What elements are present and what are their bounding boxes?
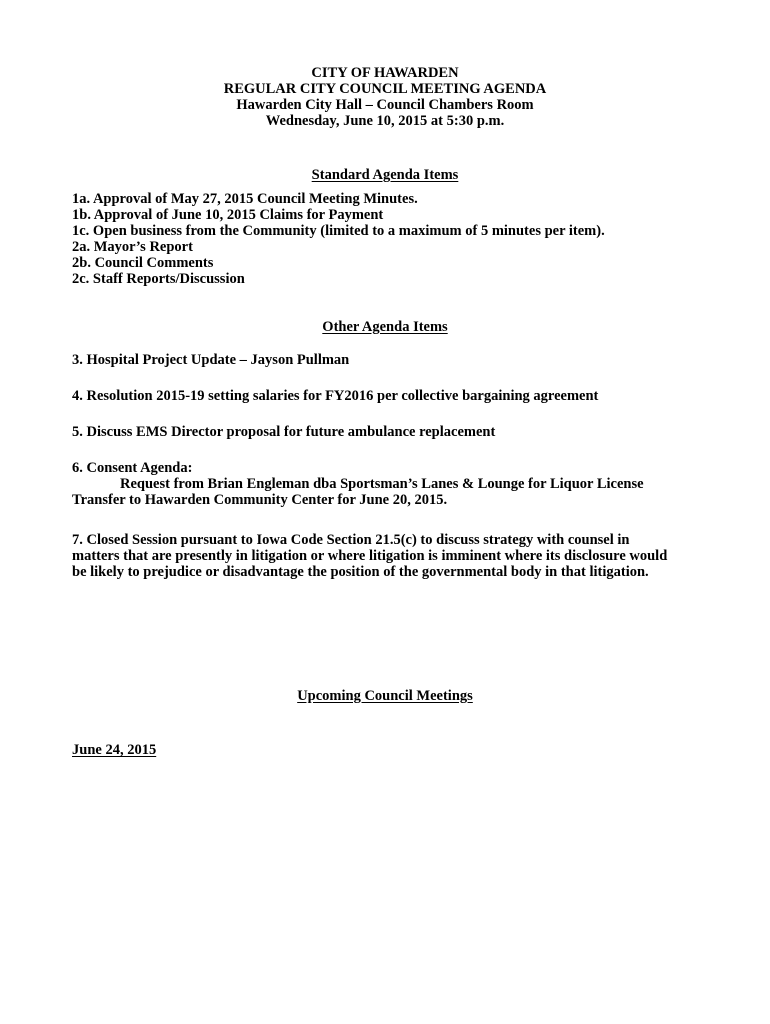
agenda-item-2c: 2c. Staff Reports/Discussion bbox=[72, 271, 245, 287]
agenda-item-3 bbox=[72, 352, 712, 368]
agenda-item-5-text: 5. Discuss EMS Director proposal for future ambulance replacement bbox=[72, 424, 496, 440]
other-items-heading-wrap bbox=[0, 319, 770, 335]
document-header bbox=[0, 65, 770, 129]
agenda-item-2a: 2a. Mayor’s Report bbox=[72, 239, 193, 255]
standard-items-list bbox=[72, 191, 712, 287]
agenda-item-6-line1: Request from Brian Engleman dba Sportsman’s Lanes & Lounge for Liquor License bbox=[120, 476, 644, 492]
upcoming-meeting-date: June 24, 2015 bbox=[72, 742, 157, 758]
agenda-item-3-text: 3. Hospital Project Update – Jayson Pullman bbox=[72, 352, 350, 368]
standard-items-heading: Standard Agenda Items bbox=[311, 167, 459, 183]
agenda-item-7-line2: matters that are presently in litigation or where litigation is imminent where its disclosure would bbox=[72, 548, 668, 564]
meeting-datetime: Wednesday, June 10, 2015 at 5:30 p.m. bbox=[265, 113, 505, 129]
standard-items-heading-wrap bbox=[0, 167, 770, 183]
agenda-item-5 bbox=[72, 424, 712, 440]
agenda-item-1b: 1b. Approval of June 10, 2015 Claims for Payment bbox=[72, 207, 384, 223]
other-items-heading: Other Agenda Items bbox=[322, 319, 448, 335]
agenda-item-4-text: 4. Resolution 2015-19 setting salaries for FY2016 per collective bargaining agreement bbox=[72, 388, 599, 404]
upcoming-heading-wrap bbox=[0, 688, 770, 704]
agenda-item-2b: 2b. Council Comments bbox=[72, 255, 214, 271]
agenda-item-1c: 1c. Open business from the Community (limited to a maximum of 5 minutes per item). bbox=[72, 223, 605, 239]
city-name: CITY OF HAWARDEN bbox=[311, 65, 459, 81]
agenda-item-6-line2: Transfer to Hawarden Community Center for June 20, 2015. bbox=[72, 492, 448, 508]
meeting-location: Hawarden City Hall – Council Chambers Room bbox=[236, 97, 534, 113]
agenda-item-7-line3: be likely to prejudice or disadvantage the position of the governmental body in that litigation. bbox=[72, 564, 649, 580]
agenda-item-7-line1: 7. Closed Session pursuant to Iowa Code Section 21.5(c) to discuss strategy with counsel in bbox=[72, 532, 630, 548]
agenda-item-7 bbox=[72, 532, 712, 580]
upcoming-meetings-heading: Upcoming Council Meetings bbox=[297, 688, 473, 704]
agenda-title: REGULAR CITY COUNCIL MEETING AGENDA bbox=[223, 81, 547, 97]
agenda-item-1a: 1a. Approval of May 27, 2015 Council Meeting Minutes. bbox=[72, 191, 418, 207]
upcoming-date-wrap bbox=[72, 742, 712, 758]
agenda-item-6-title: 6. Consent Agenda: bbox=[72, 460, 193, 476]
agenda-item-6 bbox=[72, 460, 712, 508]
agenda-item-4 bbox=[72, 388, 712, 404]
